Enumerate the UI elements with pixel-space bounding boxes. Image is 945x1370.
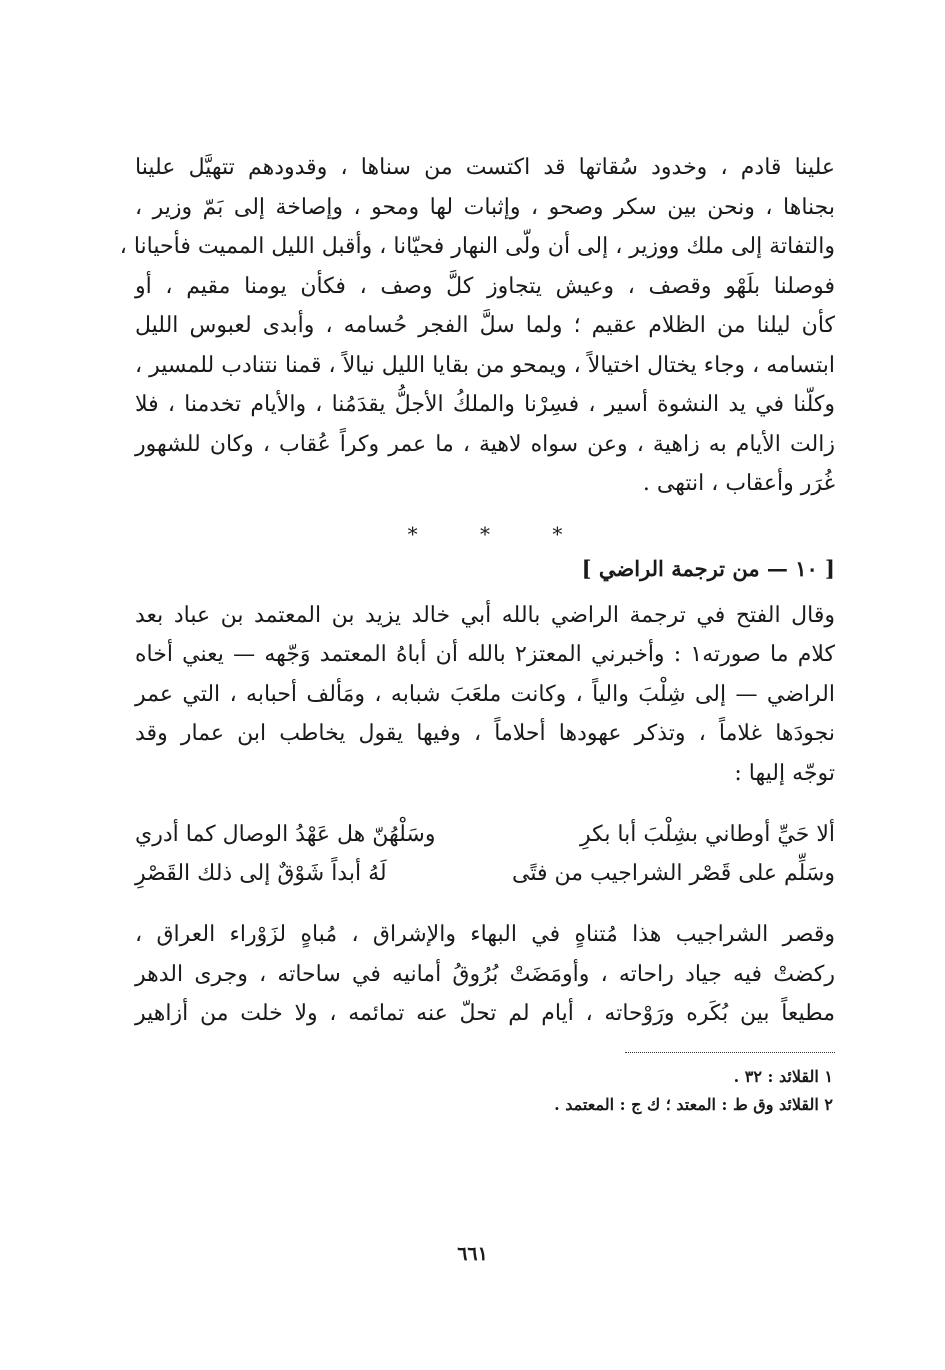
text-line: ابتسامه ، وجاء يختال اختيالاً ، ويمحو من بقايا الليل نيالاً ، قمنا نتنادب للمسير ، <box>135 352 835 378</box>
verse-line <box>135 815 835 854</box>
paragraph-1 <box>119 148 835 504</box>
text-line: وقال الفتح في ترجمة الراضي بالله أبي خالد يزيد بن المعتمد بن عباد بعد <box>135 602 835 628</box>
text-line: مطيعاً بين بُكَره ورَوْحاته ، أيام لم تحلّ عنه تمائمه ، ولا خلت من أزاهير <box>135 1001 835 1026</box>
text-line: بجناها ، ونحن بين سكر وصحو ، وإثبات لها ومحو ، وإصاخة إلى بَمّ وزير ، <box>135 194 835 220</box>
text-line: كأن ليلنا من الظلام عقيم ؛ ولما سلَّ الفجر حُسامه ، وأبدى لعبوس الليل <box>135 313 835 338</box>
verse-first-hemistich: وسَلِّم على قَصْر الشراجيب من فتًى <box>512 861 835 886</box>
text-line: كلام ما صورته١ : وأخبرني المعتز٢ بالله أن أباهُ المعتمد وَجّهه — يعني أخاه <box>135 642 835 667</box>
text-line: ركضتْ فيه جياد راحاته ، وأومَضَتْ بُرُوقُ أمانيه في ساحاته ، وجرى الدهر <box>135 961 835 987</box>
verse-second-hemistich: لَهُ أبداً شَوْقٌ إلى ذلك القَصْرِ <box>135 861 387 886</box>
poem-verses <box>135 815 835 893</box>
text-line: نجودَها غلاماً ، وتذكر عهودها أحلاماً ، وفيها يقول يخاطب ابن عمار وقد <box>135 721 835 746</box>
footnote-divider <box>625 1052 835 1053</box>
text-line: الراضي — إلى شِلْبَ والياً ، وكانت ملعَبَ شبابه ، ومَألف أحبابه ، التي عمر <box>135 681 835 707</box>
verse-first-hemistich: ألا حَيِّ أوطاني بشِلْبَ أبا بكرِ <box>580 822 835 847</box>
footnote: ١ القلائد : ٣٢ . <box>733 1066 833 1086</box>
paragraph-3 <box>135 915 835 1034</box>
text-line: غُرَر وأعقاب ، انتهى . <box>642 471 835 496</box>
text-line: فوصلنا بلَهْو وقصف ، وعيش يتجاوز كلَّ وصف ، فكأن يومنا مقيم ، أو <box>135 273 835 299</box>
section-separator: * * * <box>407 521 591 546</box>
text-line: توجّه إليها : <box>734 760 835 786</box>
page-number: ٦٦١ <box>457 1243 488 1265</box>
text-line: وقصر الشراجيب هذا مُتناهٍ في البهاء والإشراق ، مُباهٍ لزَوْراء العراق ، <box>135 922 835 947</box>
footnote: ٢ القلائد وق ط : المعتد ؛ ك ج : المعتمد . <box>554 1094 833 1114</box>
paragraph-2 <box>135 596 835 794</box>
text-line: وكلّنا في يد النشوة أسير ، فسِرْنا والملكُ الأجلُّ يقدَمُنا ، والأيام تخدمنا ، فلا <box>135 392 835 417</box>
text-line: والتفاتة إلى ملك ووزير ، إلى أن ولّى النهار فحيّانا ، وأقبل الليل المميت فأحيانا ، <box>119 234 835 259</box>
verse-second-hemistich: وسَلْهُنّ هل عَهْدُ الوصال كما أدري <box>135 822 436 847</box>
footnotes <box>135 1063 835 1119</box>
page-body <box>119 148 835 1119</box>
text-line: زالت الأيام به زاهية ، وعن سواه لاهية ، ما عمر وكراً عُقاب ، وكان للشهور <box>135 431 835 457</box>
text-line: علينا قادم ، وخدود سُقاتها قد اكتست من سناها ، وقدودهم تتهيَّل علينا <box>135 155 835 180</box>
section-title: [ ١٠ — من ترجمة الراضي ] <box>581 555 835 581</box>
verse-line <box>135 854 835 893</box>
